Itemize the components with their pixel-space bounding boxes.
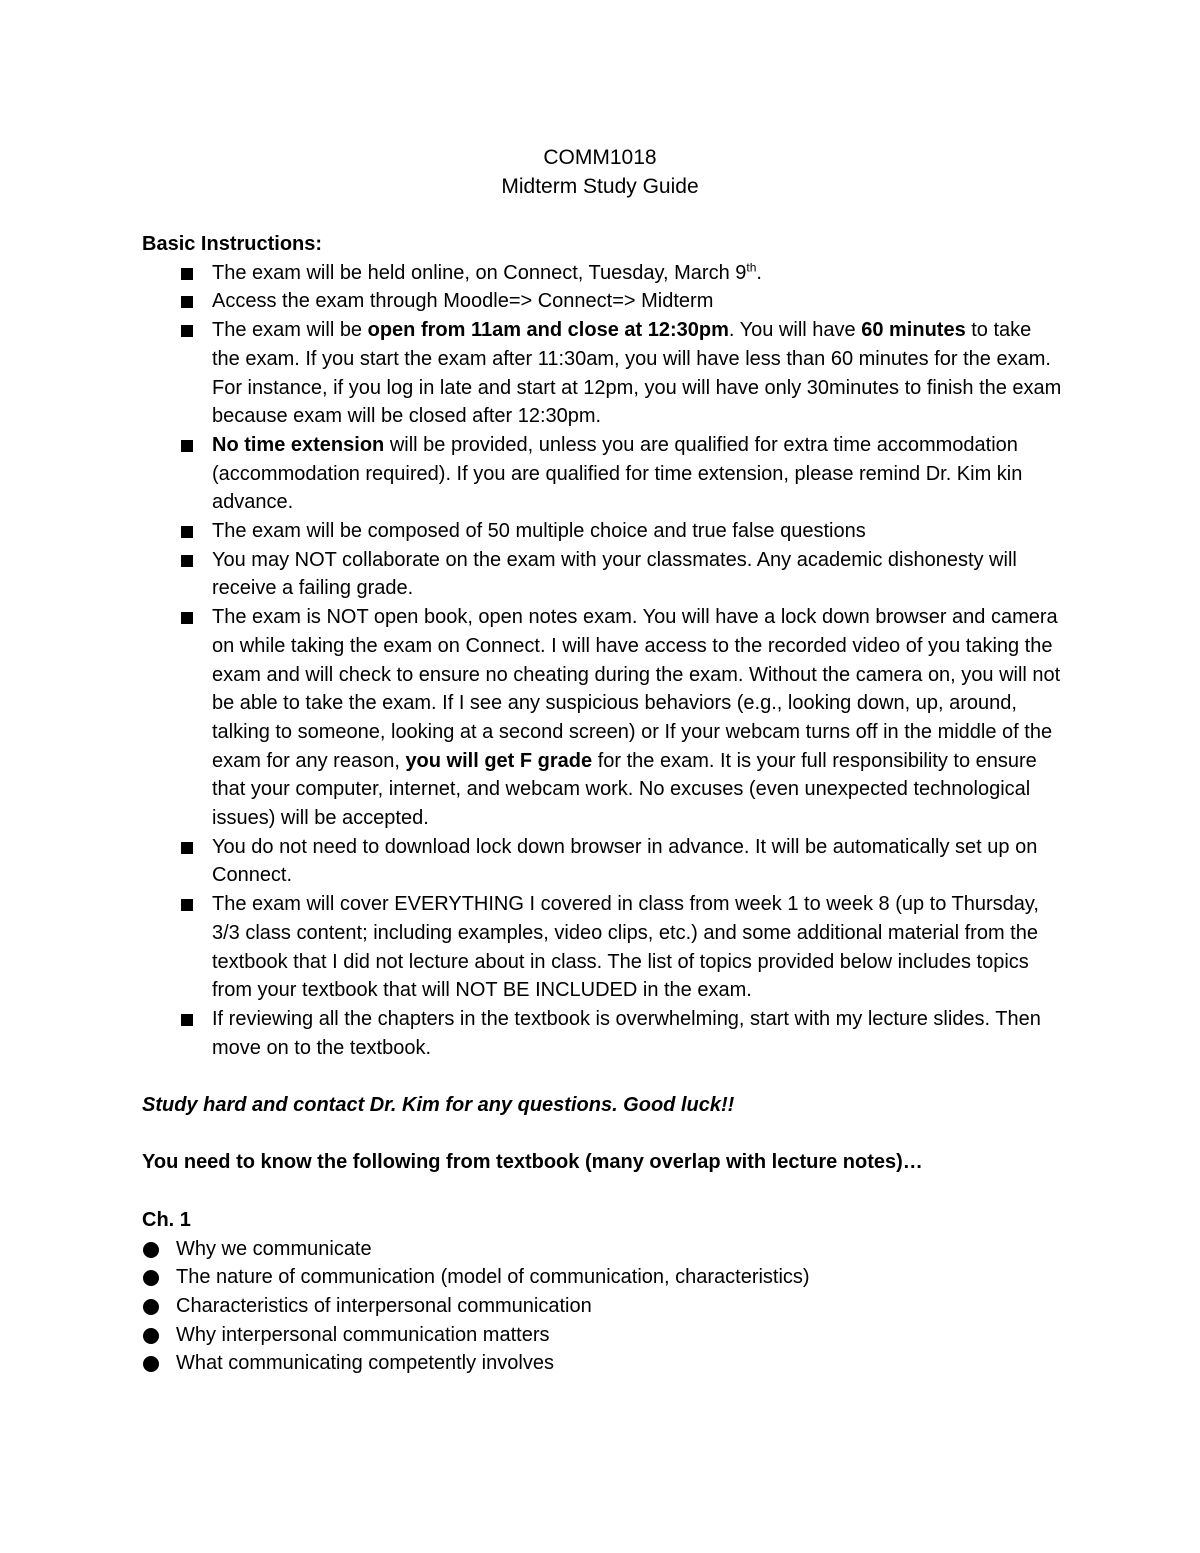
round-bullet-icon (143, 1242, 159, 1258)
list-item: You do not need to download lock down browser in advance. It will be automatically set up on Connect. (142, 833, 1062, 890)
list-item: The exam will be open from 11am and close at 12:30pm. You will have 60 minutes to take the exam. If you start the exam after 11:30am, you will have less than 60 minutes for the exam. For instance, if you log in late and start at 12pm, you will have only 30minutes to finish the exam because exam will be closed after 12:30pm. (142, 316, 1062, 431)
square-bullet-icon (181, 612, 193, 624)
square-bullet-icon (181, 842, 193, 854)
chapter-topic-list (142, 1235, 1062, 1379)
spacer (142, 1120, 1062, 1149)
square-bullet-icon (181, 899, 193, 911)
list-item: If reviewing all the chapters in the textbook is overwhelming, start with my lecture slides. Then move on to the textbook. (142, 1005, 1062, 1062)
square-bullet-icon (181, 1014, 193, 1026)
list-item: The nature of communication (model of communication, characteristics) (142, 1263, 1062, 1292)
spacer (142, 1062, 1062, 1091)
document-body (142, 230, 1062, 1378)
instructions-heading: Basic Instructions: (142, 233, 323, 255)
list-item: The exam will cover EVERYTHING I covered in class from week 1 to week 8 (up to Thursday, 3/3 class content; including examples, video clips, etc.) and some additional material from the textbook that I did not lecture about in class. The list of topics provided below includes topics from your textbook that will NOT BE INCLUDED in the exam. (142, 890, 1062, 1005)
good-luck-note: Study hard and contact Dr. Kim for any questions. Good luck!! (142, 1094, 735, 1117)
course-code: COMM1018 (543, 146, 657, 169)
square-bullet-icon (181, 268, 193, 280)
round-bullet-icon (143, 1356, 159, 1372)
list-item: The exam will be composed of 50 multiple choice and true false questions (142, 517, 1062, 546)
square-bullet-icon (181, 325, 193, 337)
square-bullet-icon (181, 296, 193, 308)
square-bullet-icon (181, 555, 193, 567)
square-bullet-icon (181, 440, 193, 452)
list-item: You may NOT collaborate on the exam with your classmates. Any academic dishonesty will receive a failing grade. (142, 546, 1062, 603)
chapter-title: Ch. 1 (142, 1208, 191, 1231)
round-bullet-icon (143, 1270, 159, 1286)
round-bullet-icon (143, 1328, 159, 1344)
list-item: Why interpersonal communication matters (142, 1321, 1062, 1350)
spacer (142, 1177, 1062, 1206)
list-item: Characteristics of interpersonal communication (142, 1292, 1062, 1321)
list-item: What communicating competently involves (142, 1349, 1062, 1378)
round-bullet-icon (143, 1299, 159, 1315)
instructions-list (142, 259, 1062, 1063)
textbook-heading: You need to know the following from textbook (many overlap with lecture notes)… (142, 1151, 923, 1174)
list-item: No time extension will be provided, unless you are qualified for extra time accommodation (accommodation required). If you are qualified for time extension, please remind Dr. Kim kin advance. (142, 431, 1062, 517)
square-bullet-icon (181, 526, 193, 538)
list-item: The exam will be held online, on Connect, Tuesday, March 9th. (142, 259, 1062, 288)
list-item: The exam is NOT open book, open notes exam. You will have a lock down browser and camera on while taking the exam on Connect. I will have access to the recorded video of you taking the exam and will check to ensure no cheating during the exam. Without the camera on, you will not be able to take the exam. If I see any suspicious behaviors (e.g., looking down, up, around, talking to someone, looking at a second screen) or If your webcam turns off in the middle of the exam for any reason, you will get F grade for the exam. It is your full responsibility to ensure that your computer, internet, and webcam work. No excuses (even unexpected technological issues) will be accepted. (142, 603, 1062, 833)
list-item: Access the exam through Moodle=> Connect=> Midterm (142, 287, 1062, 316)
list-item: Why we communicate (142, 1235, 1062, 1264)
document-title: Midterm Study Guide (501, 175, 699, 198)
